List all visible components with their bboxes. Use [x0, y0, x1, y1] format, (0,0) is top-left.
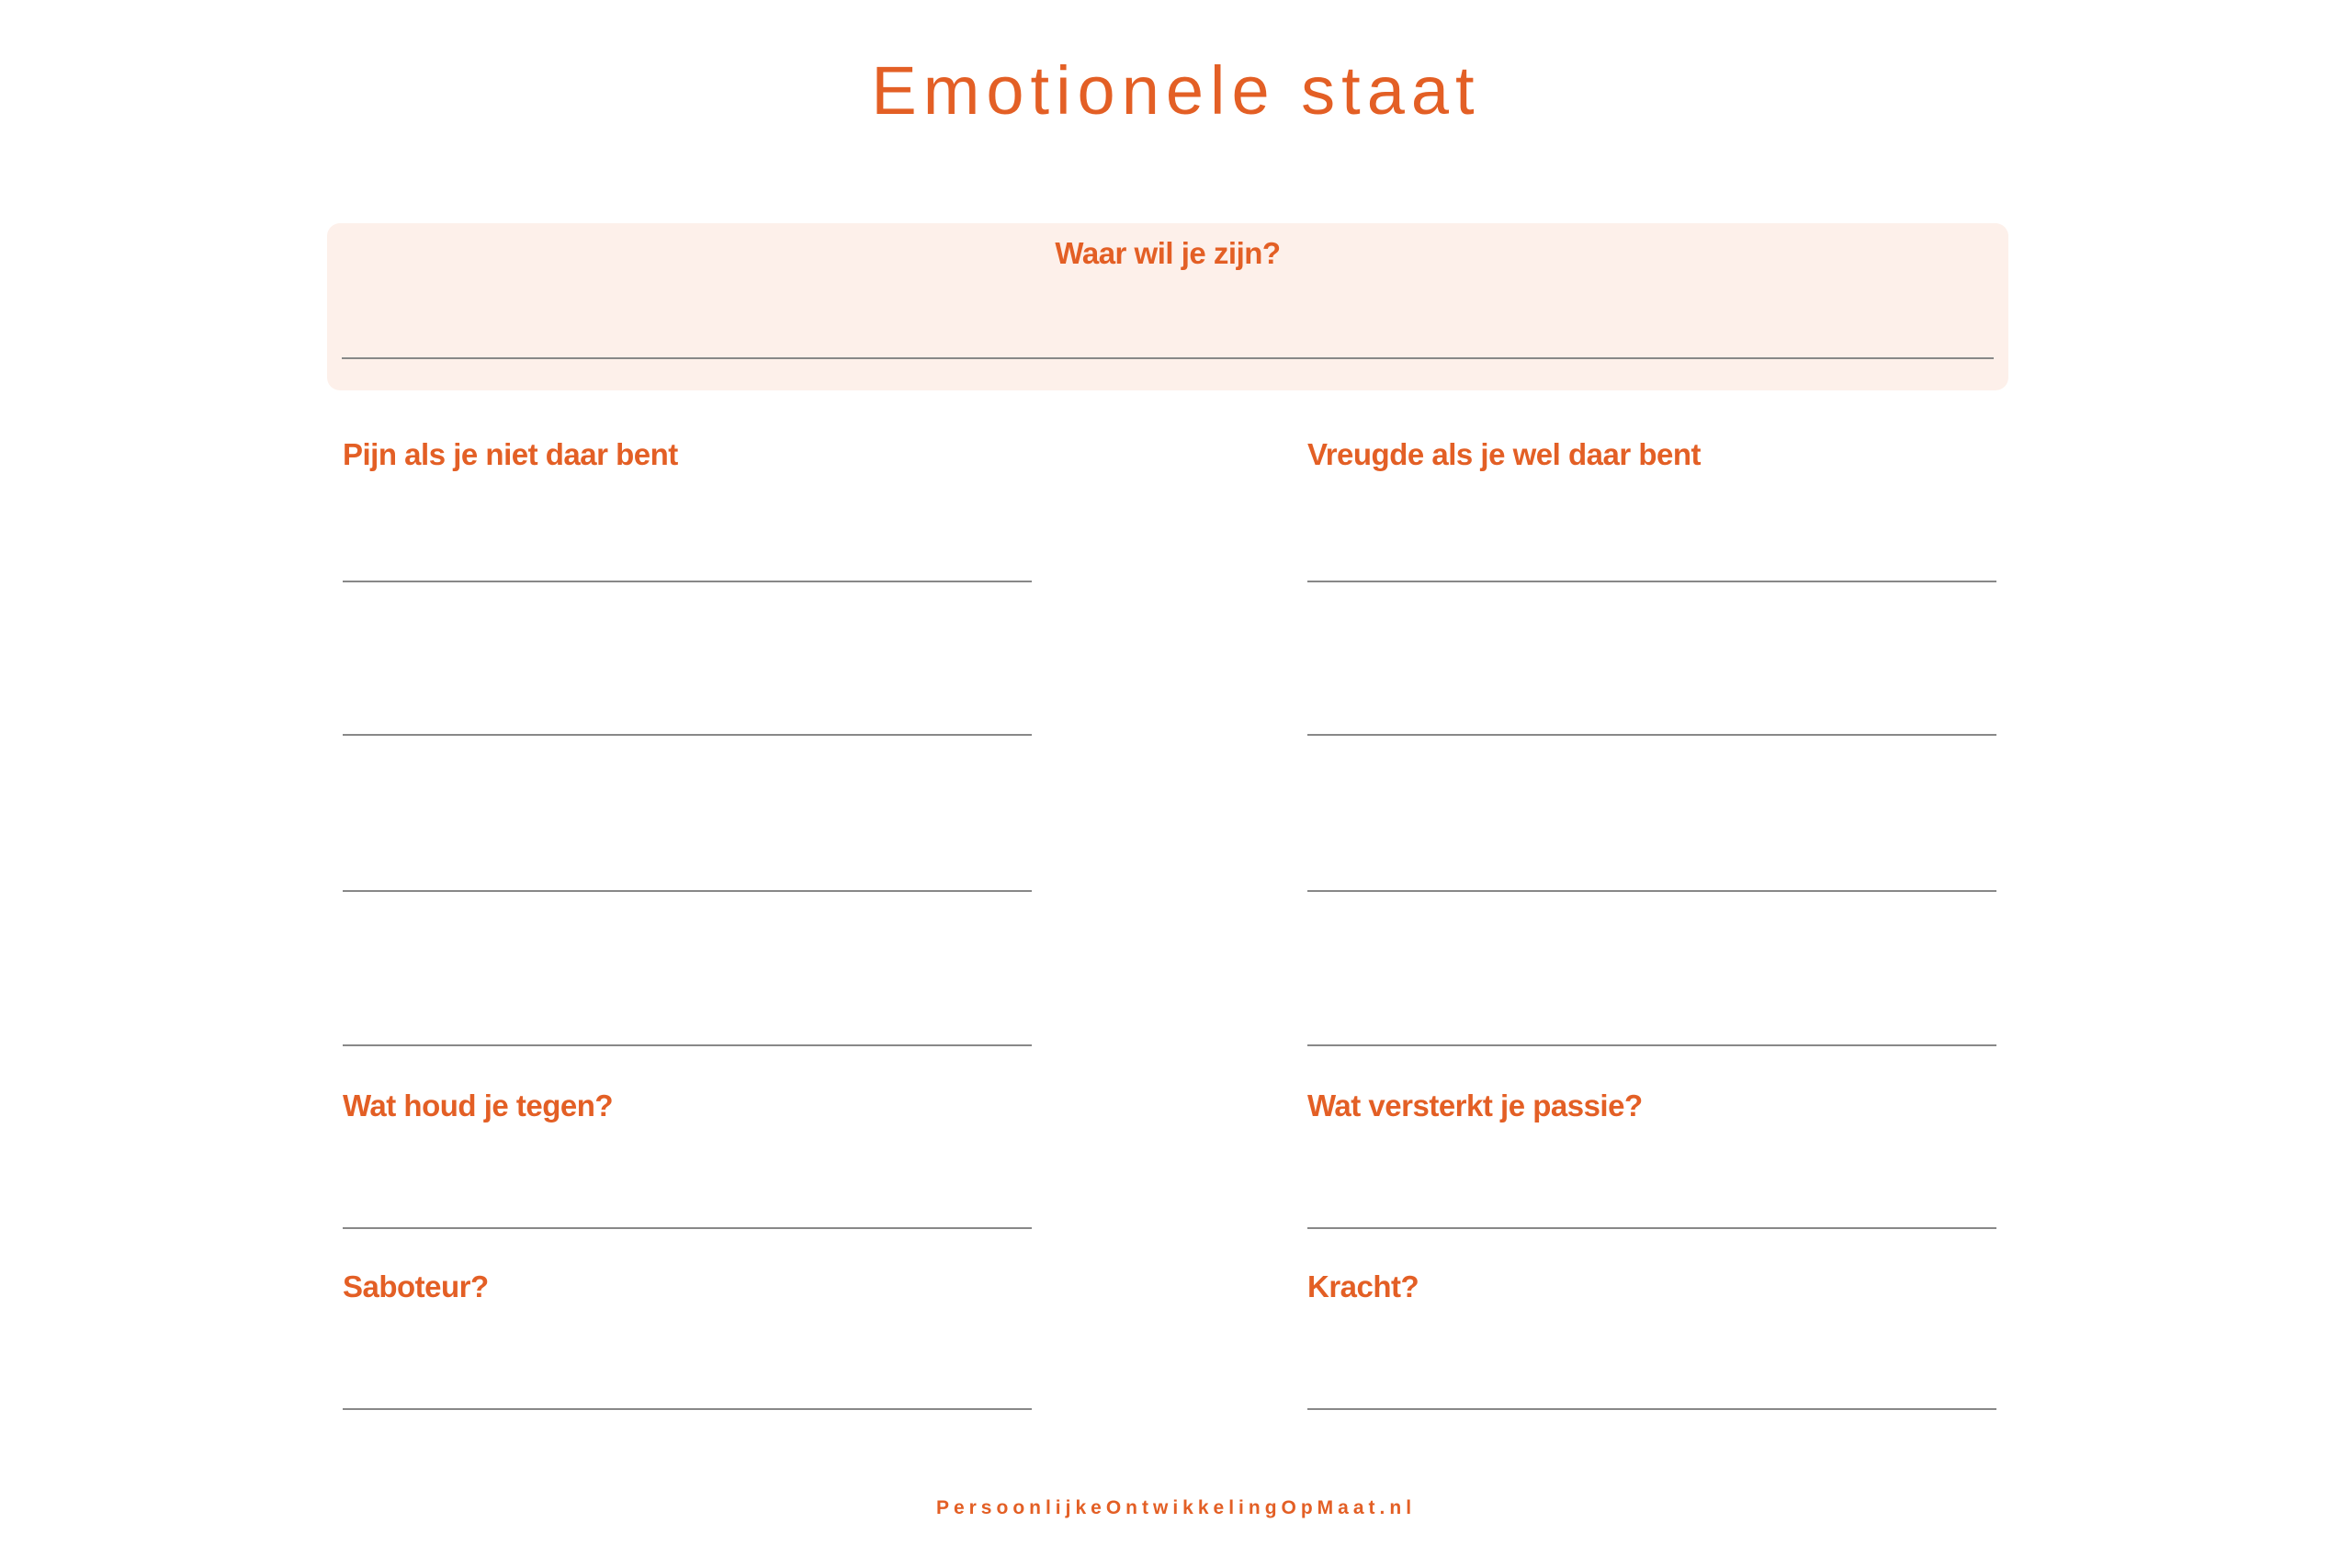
power-question-label: Kracht?	[1307, 1269, 1419, 1303]
goal-question-label: Waar wil je zijn?	[1055, 236, 1281, 270]
joy-question-label: Vreugde als je wel daar bent	[1307, 437, 1702, 471]
joy-answer-line-1[interactable]	[1307, 581, 1996, 582]
joy-answer-line-3[interactable]	[1307, 890, 1996, 892]
goal-section	[327, 223, 2008, 390]
pain-answer-line-2[interactable]	[343, 734, 1032, 736]
pain-answer-line-4[interactable]	[343, 1044, 1032, 1046]
pain-question-label: Pijn als je niet daar bent	[343, 437, 678, 471]
saboteur-question-label: Saboteur?	[343, 1269, 489, 1303]
pain-answer-line-3[interactable]	[343, 890, 1032, 892]
goal-answer-line[interactable]	[342, 357, 1994, 359]
hold-back-answer-line[interactable]	[343, 1227, 1032, 1229]
saboteur-answer-line[interactable]	[343, 1408, 1032, 1410]
passion-question-label: Wat versterkt je passie?	[1307, 1089, 1643, 1122]
pain-answer-line-1[interactable]	[343, 581, 1032, 582]
footer-website: PersoonlijkeOntwikkelingOpMaat.nl	[935, 1497, 1417, 1518]
joy-answer-line-2[interactable]	[1307, 734, 1996, 736]
hold-back-question-label: Wat houd je tegen?	[343, 1089, 614, 1122]
passion-answer-line[interactable]	[1307, 1227, 1996, 1229]
power-answer-line[interactable]	[1307, 1408, 1996, 1410]
page-title: Emotionele staat	[871, 52, 1481, 129]
joy-answer-line-4[interactable]	[1307, 1044, 1996, 1046]
